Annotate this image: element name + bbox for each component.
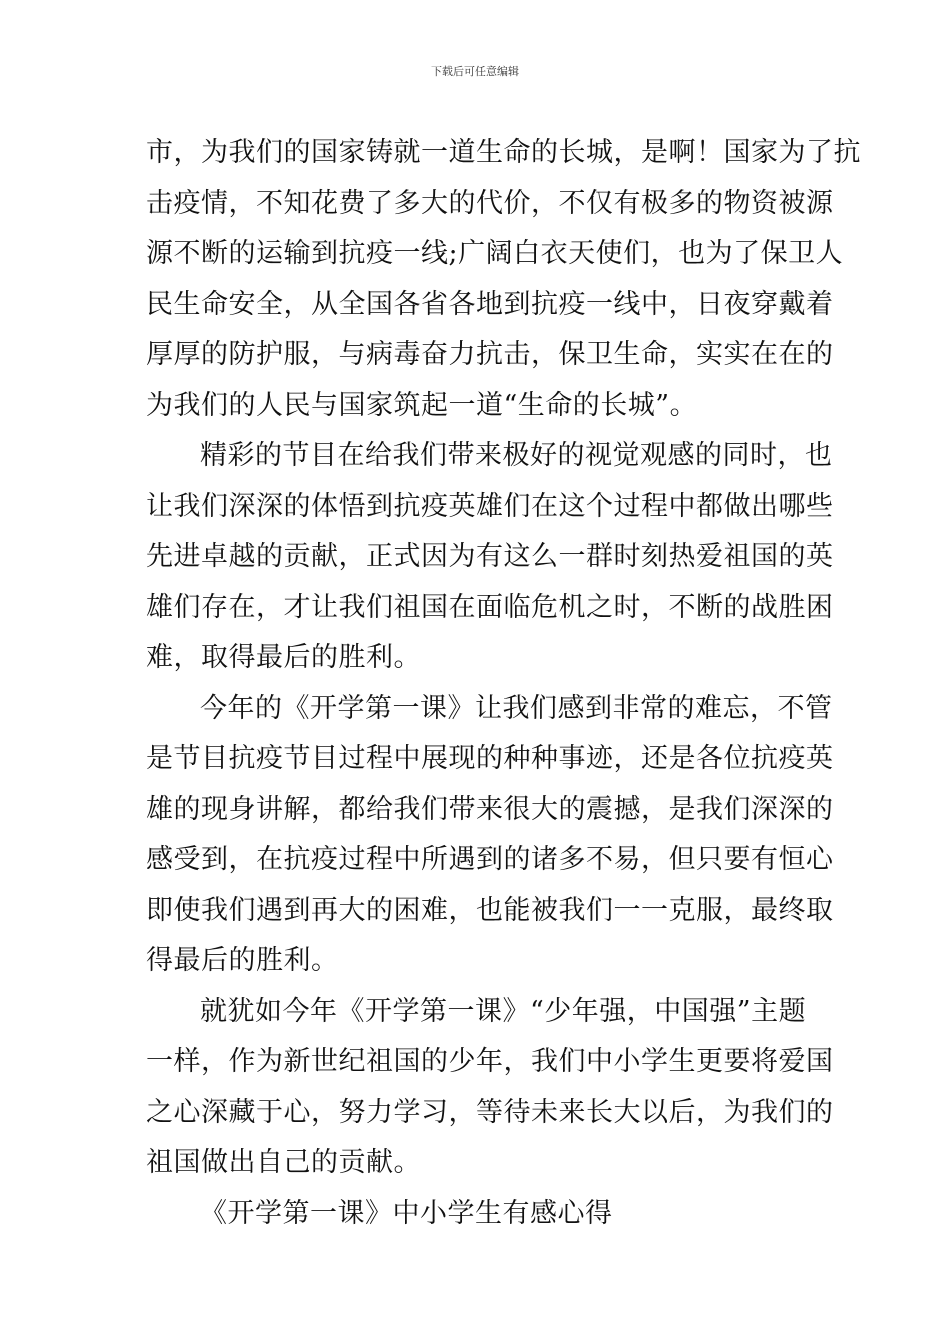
text-line: 难，取得最后的胜利。	[146, 642, 421, 673]
text-line: 即使我们遇到再大的困难，也能被我们一一克服，最终取	[146, 894, 834, 926]
paragraph-first-line: 就犹如今年《开学第一课》“少年强，中国强”主题	[200, 995, 807, 1027]
text-line: 感受到，在抗疫过程中所遇到的诸多不易，但只要有恒心	[146, 844, 834, 875]
text-line: 让我们深深的体悟到抗疫英雄们在这个过程中都做出哪些	[146, 490, 834, 522]
text-line: 先进卓越的贡献，正式因为有这么一群时刻热爱祖国的英	[146, 541, 834, 572]
paragraph-first-line: 精彩的节目在给我们带来极好的视觉观感的同时，也	[200, 440, 833, 471]
text-line: 是节目抗疫节目过程中展现的种种事迹，还是各位抗疫英	[146, 743, 834, 774]
text-line: 源不断的运输到抗疫一线;广阔白衣天使们，也为了保卫人	[146, 238, 844, 269]
text-line: 祖国做出自己的贡献。	[146, 1147, 421, 1178]
text-line: 得最后的胜利。	[146, 945, 339, 976]
text-line: 为我们的人民与国家筑起一道“生命的长城”。	[146, 389, 698, 421]
document-body	[146, 128, 861, 1239]
text-line: 市，为我们的国家铸就一道生命的长城，是啊！国家为了抗	[146, 137, 861, 168]
text-line: 厚厚的防护服，与病毒奋力抗击，保卫生命，实实在在的	[146, 339, 834, 370]
text-line: 之心深藏于心，努力学习，等待未来长大以后，为我们的	[146, 1096, 834, 1128]
text-line: 一样，作为新世纪祖国的少年，我们中小学生更要将爱国	[146, 1046, 834, 1077]
page-header: 下载后可任意编辑	[431, 65, 519, 78]
paragraph-first-line: 今年的《开学第一课》让我们感到非常的难忘，不管	[200, 692, 833, 724]
text-line: 雄们存在，才让我们祖国在面临危机之时，不断的战胜困	[146, 591, 834, 623]
text-line: 民生命安全，从全国各省各地到抗疫一线中，日夜穿戴着	[146, 288, 834, 320]
text-line: 击疫情，不知花费了多大的代价，不仅有极多的物资被源	[146, 187, 834, 219]
section-title: 《开学第一课》中小学生有感心得	[200, 1197, 613, 1229]
text-line: 雄的现身讲解，都给我们带来很大的震撼，是我们深深的	[146, 793, 834, 825]
